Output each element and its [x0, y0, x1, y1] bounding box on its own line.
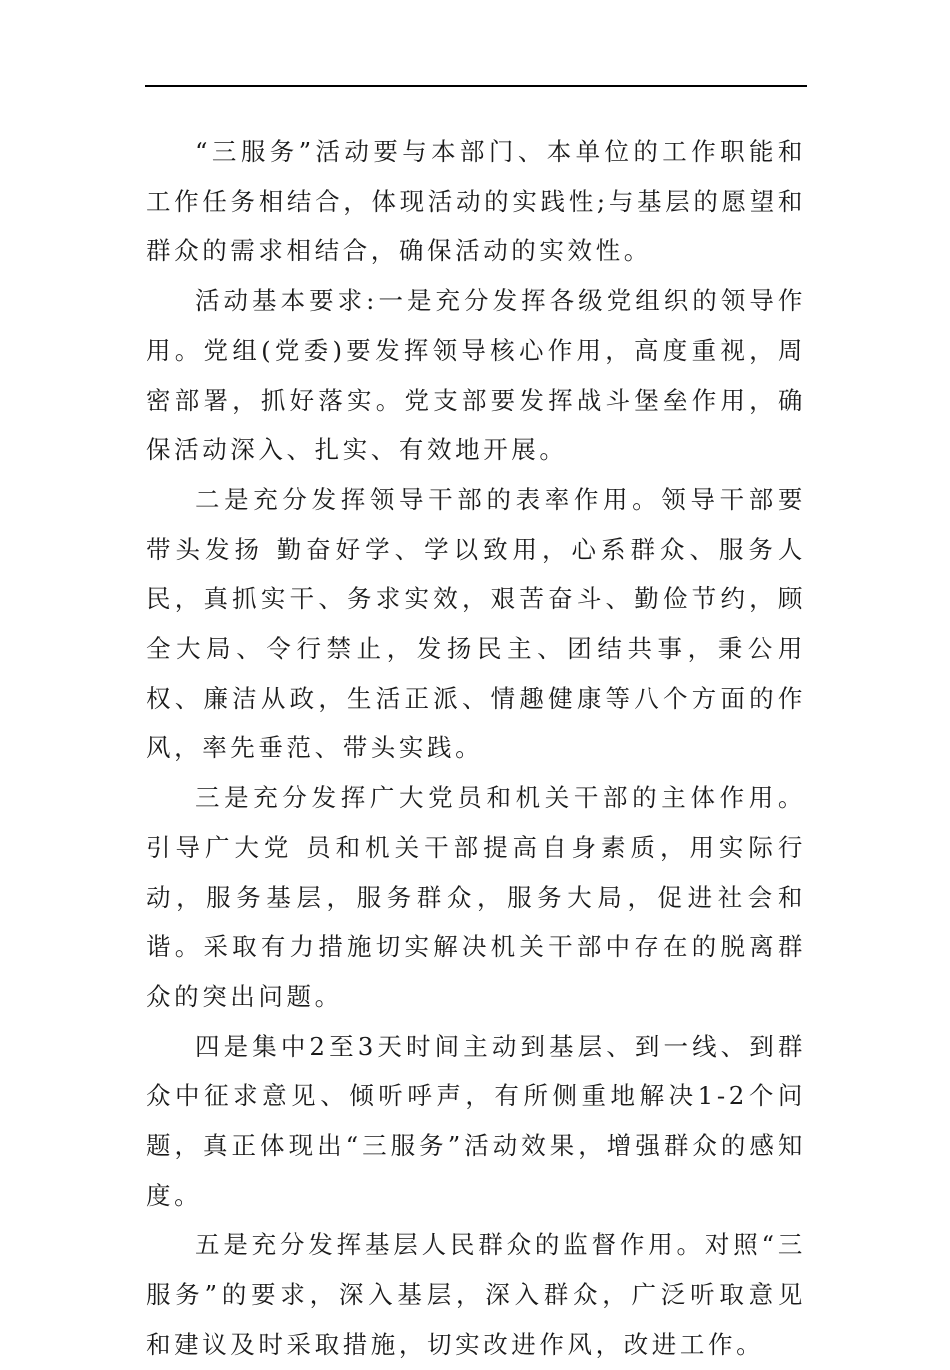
header-rule [145, 85, 807, 87]
paragraph-3: 二是充分发挥领导干部的表率作用。领导干部要带头发扬 勤奋好学、学以致用，心系群众、服务人民，真抓实干、务求实效，艰苦奋斗、勤俭节约，顾全大局、令行禁止，发扬民主、团结共事，秉公用权、廉洁从政，生活正派、情趣健康等八个方面的作风，率先垂范、带头实践。 [146, 484, 806, 763]
paragraph-4: 三是充分发挥广大党员和机关干部的主体作用。引导广大党 员和机关干部提高自身素质，用实际行动，服务基层，服务群众，服务大局，促进社会和谐。采取有力措施切实解决机关干部中存在的脱离群众的突出问题。 [146, 783, 806, 1011]
paragraph-2: 活动基本要求:一是充分发挥各级党组织的领导作用。党组(党委)要发挥领导核心作用，高度重视，周密部署，抓好落实。党支部要发挥战斗堡垒作用，确保活动深入、扎实、有效地开展。 [146, 286, 806, 465]
document-body [146, 127, 806, 1370]
paragraph-1: “三服务”活动要与本部门、本单位的工作职能和工作任务相结合，体现活动的实践性;与基层的愿望和群众的需求相结合，确保活动的实效性。 [146, 137, 806, 266]
paragraph-6: 五是充分发挥基层人民群众的监督作用。对照“三服务”的要求，深入基层，深入群众，广泛听取意见和建议及时采取措施，切实改进作风，改进工作。 [146, 1230, 806, 1359]
paragraph-5: 四是集中2至3天时间主动到基层、到一线、到群众中征求意见、倾听呼声，有所侧重地解决1-2个问题，真正体现出“三服务”活动效果，增强群众的感知度。 [146, 1031, 806, 1210]
